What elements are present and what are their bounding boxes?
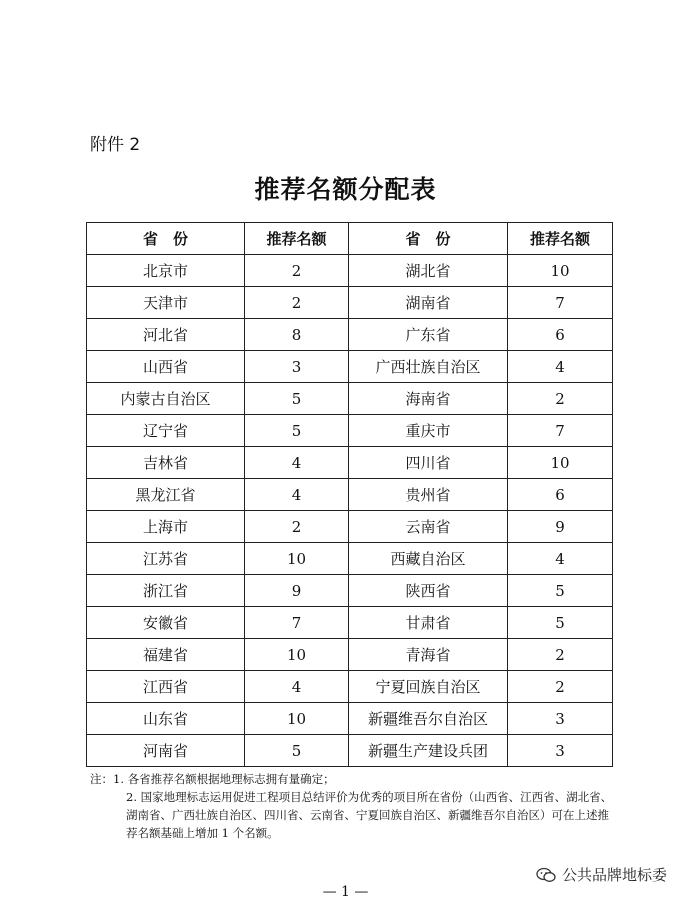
notes [90,770,620,842]
quota-cell: 3 [508,703,613,735]
quota-cell: 4 [245,479,349,511]
table-row [87,639,613,671]
quota-cell: 8 [245,319,349,351]
quota-cell: 5 [245,735,349,767]
quota-cell: 6 [508,319,613,351]
quota-cell: 7 [508,415,613,447]
quota-cell: 5 [508,575,613,607]
table-row [87,735,613,767]
quota-cell: 7 [508,287,613,319]
province-cell: 四川省 [349,447,508,479]
table-row [87,447,613,479]
province-cell: 辽宁省 [87,415,245,447]
province-cell: 西藏自治区 [349,543,508,575]
table-row [87,543,613,575]
table-row [87,575,613,607]
note-1: 注：1. 各省推荐名额根据地理标志拥有量确定； [90,772,335,786]
watermark [536,864,667,885]
province-cell: 江西省 [87,671,245,703]
province-cell: 河北省 [87,319,245,351]
note-2: 2. 国家地理标志运用促进工程项目总结评价为优秀的项目所在省份（山西省、江西省、湖北省、湖南省、广西壮族自治区、四川省、云南省、宁夏回族自治区、新疆维吾尔自治区）可在上述推荐名额基础上增加 1 个名额。 [126,790,613,840]
province-cell: 青海省 [349,639,508,671]
province-cell: 河南省 [87,735,245,767]
province-cell: 湖北省 [349,255,508,287]
quota-cell: 5 [245,415,349,447]
quota-cell: 4 [245,671,349,703]
header-quota-left: 推荐名额 [245,223,349,255]
quota-cell: 3 [508,735,613,767]
province-cell: 贵州省 [349,479,508,511]
quota-cell: 2 [508,671,613,703]
quota-cell: 2 [508,639,613,671]
quota-cell: 4 [508,543,613,575]
province-cell: 湖南省 [349,287,508,319]
province-cell: 重庆市 [349,415,508,447]
province-cell: 福建省 [87,639,245,671]
quota-cell: 10 [508,447,613,479]
table-row [87,287,613,319]
table-row [87,607,613,639]
quota-cell: 7 [245,607,349,639]
quota-cell: 3 [245,351,349,383]
quota-cell: 5 [508,607,613,639]
attachment-label: 附件 2 [90,135,141,155]
province-cell: 陕西省 [349,575,508,607]
table-row [87,319,613,351]
header-quota-right: 推荐名额 [508,223,613,255]
table-row [87,383,613,415]
province-cell: 江苏省 [87,543,245,575]
table-row [87,479,613,511]
quota-cell: 2 [245,511,349,543]
province-cell: 新疆生产建设兵团 [349,735,508,767]
table-row [87,511,613,543]
header-province-right: 省 份 [349,223,508,255]
province-cell: 吉林省 [87,447,245,479]
quota-cell: 2 [245,255,349,287]
province-cell: 浙江省 [87,575,245,607]
quota-cell: 4 [245,447,349,479]
province-cell: 广东省 [349,319,508,351]
quota-cell: 2 [508,383,613,415]
table-row [87,255,613,287]
table-row [87,703,613,735]
quota-cell: 10 [245,543,349,575]
table-body [87,255,613,767]
table-row [87,351,613,383]
table-row [87,415,613,447]
province-cell: 新疆维吾尔自治区 [349,703,508,735]
quota-cell: 5 [245,383,349,415]
quota-cell: 4 [508,351,613,383]
quota-cell: 10 [245,703,349,735]
watermark-text: 公共品牌地标委 [561,866,667,884]
wechat-icon [536,867,556,883]
quota-cell: 2 [245,287,349,319]
province-cell: 海南省 [349,383,508,415]
province-cell: 北京市 [87,255,245,287]
province-cell: 云南省 [349,511,508,543]
province-cell: 山西省 [87,351,245,383]
header-province-left: 省 份 [87,223,245,255]
province-cell: 安徽省 [87,607,245,639]
quota-cell: 10 [508,255,613,287]
document-title: 推荐名额分配表 [254,175,437,204]
quota-cell: 6 [508,479,613,511]
province-cell: 黑龙江省 [87,479,245,511]
province-cell: 山东省 [87,703,245,735]
quota-cell: 9 [508,511,613,543]
table-row [87,671,613,703]
province-cell: 内蒙古自治区 [87,383,245,415]
allocation-table [86,222,613,767]
province-cell: 天津市 [87,287,245,319]
province-cell: 上海市 [87,511,245,543]
table-header-row [87,223,613,255]
quota-cell: 10 [245,639,349,671]
page-number: — 1 — [322,884,369,900]
province-cell: 广西壮族自治区 [349,351,508,383]
quota-cell: 9 [245,575,349,607]
province-cell: 甘肃省 [349,607,508,639]
province-cell: 宁夏回族自治区 [349,671,508,703]
